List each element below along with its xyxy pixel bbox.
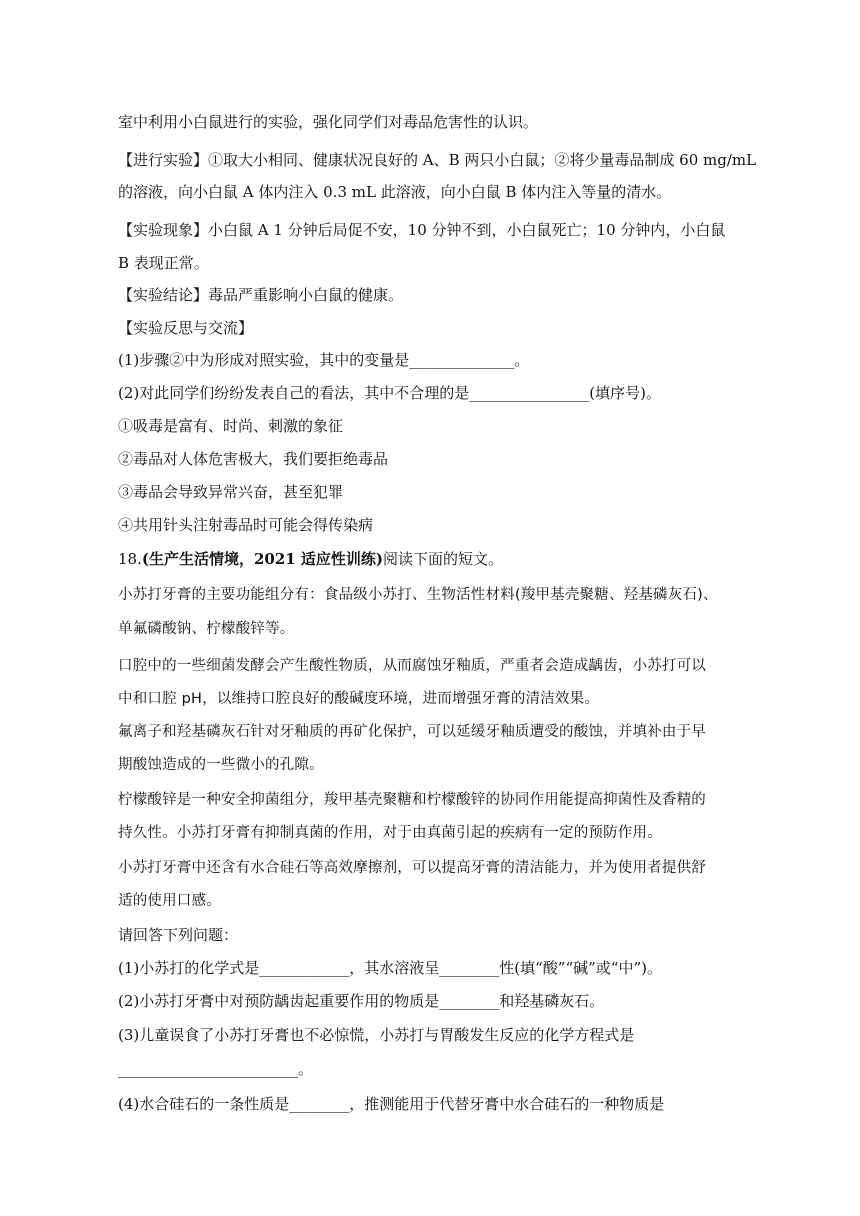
passage-line: 口腔中的一些细菌发酵会产生酸性物质，从而腐蚀牙釉质，严重者会造成龋齿，小苏打可以 bbox=[118, 658, 706, 674]
text-line: 【进行实验】①取大小相同、健康状况良好的 A、B 两只小白鼠；②将少量毒品制成 60 mg/mL bbox=[118, 151, 757, 169]
passage-line: 小苏打牙膏的主要功能组分有：食品级小苏打、生物活性材料(羧甲基壳聚糖、羟基磷灰石)、 bbox=[118, 587, 718, 603]
question-intro: 阅读下面的短文。 bbox=[383, 550, 504, 568]
option-line: ①吸毒是富有、时尚、刺激的象征 bbox=[118, 417, 344, 435]
passage-line: 单氟磷酸钠、柠檬酸锌等。 bbox=[118, 621, 295, 637]
answer-blank-line: ________________________。 bbox=[118, 1060, 314, 1078]
passage-line: 期酸蚀造成的一些微小的孔隙。 bbox=[118, 757, 324, 773]
passage-line: 持久性。小苏打牙膏有抑制真菌的作用，对于由真菌引起的疾病有一定的预防作用。 bbox=[118, 825, 662, 841]
passage-line: 小苏打牙膏中还含有水合硅石等高效摩擦剂，可以提高牙膏的清洁能力，并为使用者提供舒 bbox=[118, 860, 706, 876]
text-line: 室中利用小白鼠进行的实验，强化同学们对毒品危害性的认识。 bbox=[118, 113, 539, 131]
option-line: ④共用针头注射毒品时可能会得传染病 bbox=[118, 516, 374, 534]
option-line: ②毒品对人体危害极大，我们要拒绝毒品 bbox=[118, 450, 389, 468]
passage-line: 中和口腔 pH，以维持口腔良好的酸碱度环境，进而增强牙膏的清洁效果。 bbox=[118, 691, 600, 707]
question-line: (2)对此同学们纷纷发表自己的看法，其中不合理的是________________(填序号)。 bbox=[118, 384, 661, 402]
text-line: 【实验结论】毒品严重影响小白鼠的健康。 bbox=[118, 286, 404, 304]
passage-line: 柠檬酸锌是一种安全抑菌组分，羧甲基壳聚糖和柠檬酸锌的协同作用能提高抑菌性及香精的 bbox=[118, 792, 706, 808]
text-line: 的溶液，向小白鼠 A 体内注入 0.3 mL 此溶液，向小白鼠 B 体内注入等量的清水。 bbox=[118, 183, 672, 201]
option-line: ③毒品会导致异常兴奋，甚至犯罪 bbox=[118, 483, 344, 501]
question-tag: (生产生活情境，2021 适应性训练) bbox=[141, 550, 384, 568]
question-18-heading bbox=[118, 549, 503, 569]
passage-line: 适的使用口感。 bbox=[118, 893, 221, 909]
text-line: 【实验现象】小白鼠 A 1 分钟后局促不安，10 分钟不到，小白鼠死亡；10 分钟内，小白鼠 bbox=[118, 221, 726, 239]
question-line: (2)小苏打牙膏中对预防龋齿起重要作用的物质是________和羟基磷灰石。 bbox=[118, 992, 605, 1010]
question-line: (1)步骤②中为形成对照实验，其中的变量是______________。 bbox=[118, 351, 530, 369]
text-line: B 表现正常。 bbox=[118, 254, 209, 272]
text-line: 【实验反思与交流】 bbox=[118, 319, 254, 337]
passage-line: 氟离子和羟基磷灰石针对牙釉质的再矿化保护，可以延缓牙釉质遭受的酸蚀，并填补由于早 bbox=[118, 724, 706, 740]
question-number: 18. bbox=[118, 550, 142, 568]
question-line: (1)小苏打的化学式是____________，其水溶液呈________性(填“酸”“碱”或“中”)。 bbox=[118, 959, 662, 977]
question-prompt: 请回答下列问题： bbox=[118, 926, 239, 944]
question-line: (3)儿童误食了小苏打牙膏也不必惊慌，小苏打与胃酸发生反应的化学方程式是 bbox=[118, 1026, 635, 1044]
question-line: (4)水合硅石的一条性质是________，推测能用于代替牙膏中水合硅石的一种物质是 bbox=[118, 1095, 665, 1113]
